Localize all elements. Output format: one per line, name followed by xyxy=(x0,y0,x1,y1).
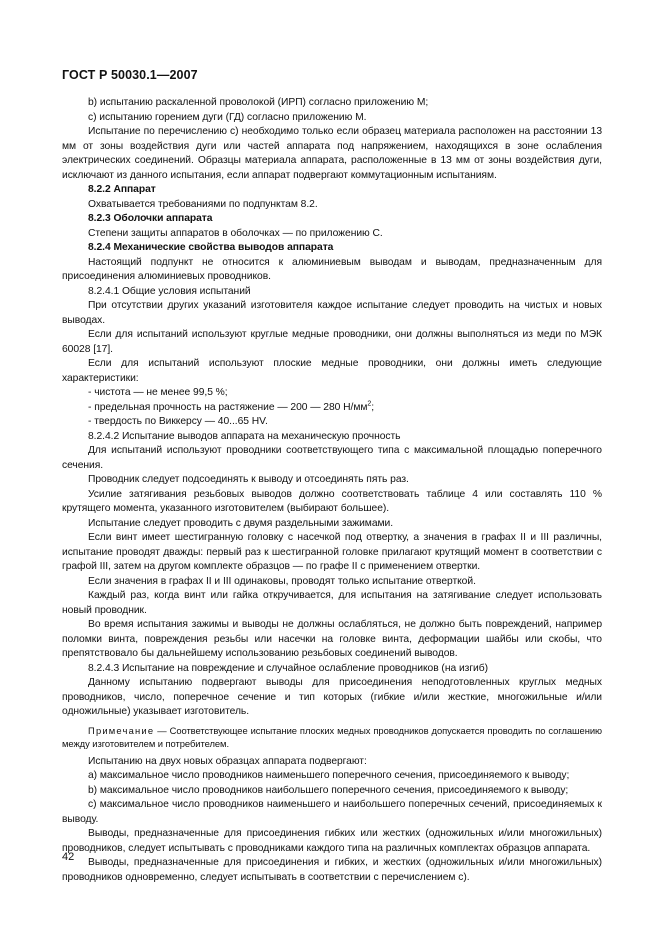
section-heading: 8.2.2 Аппарат xyxy=(88,184,156,195)
paragraph: При отсутствии других указаний изготовителя каждое испытание следует проводить на чистых и новых выводах. xyxy=(62,300,602,326)
list-item: c) испытанию горением дуги (ГД) согласно приложению М. xyxy=(88,111,367,123)
paragraph: Испытанию на двух новых образцах аппарата подвергают: xyxy=(88,755,367,767)
paragraph: Испытание по перечислению с) необходимо только если образец материала расположен на расстоянии 13 мм от зоны воздействия дуги или частей аппарата под напряжением, находящихся в зоне ослабления электрических соединений. Образцы материала аппарата, расположенные в 13 мм от зоны воздействия дуги, исключают из данного испытания, если аппарат подвергают коммутационным испытаниям. xyxy=(62,126,602,181)
list-item xyxy=(62,401,602,416)
paragraph: Степени защиты аппаратов в оболочках — по приложению С. xyxy=(88,227,383,239)
punctuation: ; xyxy=(371,401,375,413)
paragraph: Усилие затягивания резьбовых выводов должно соответствовать таблице 4 или составлять 110 % крутящего момента, указанного изготовителем (выбирают большее). xyxy=(62,488,602,514)
page-number: 42 xyxy=(62,851,75,863)
subsection-heading: 8.2.4.2 Испытание выводов аппарата на механическую прочность xyxy=(88,430,401,442)
paragraph: Данному испытанию подвергают выводы для присоединения неподготовленных круглых медных проводников, число, поперечное сечение и тип которых (гибкие и/или жесткие, многожильные и/или одножильные) указывает изготовитель. xyxy=(62,677,602,717)
section-heading: 8.2.3 Оболочки аппарата xyxy=(88,213,213,224)
paragraph: Проводник следует подсоединять к выводу и отсоединять пять раз. xyxy=(88,474,409,485)
note-label: Примечание xyxy=(88,724,155,736)
list-item: b) максимальное число проводников наибольшего поперечного сечения, присоединяемого к выводу; xyxy=(88,784,569,796)
note-text: — Соответствующее испытание плоских медных проводников допускается проводить по соглашению между изготовителем и потребителем. xyxy=(62,724,602,749)
paragraph: Испытание следует проводить с двумя раздельными зажимами. xyxy=(88,517,394,529)
paragraph: Каждый раз, когда винт или гайка откручивается, для испытания на затягивание следует использовать новый проводник. xyxy=(62,590,602,616)
list-item: a) максимальное число проводников наименьшего поперечного сечения, присоединяемого к выводу; xyxy=(88,770,570,781)
subsection-heading: 8.2.4.3 Испытание на повреждение и случайное ослабление проводников (на изгиб) xyxy=(88,662,488,674)
note xyxy=(62,724,602,750)
paragraph: Настоящий подпункт не относится к алюминиевым выводам и выводам, предназначенным для присоединения алюминиевых проводников. xyxy=(62,256,602,282)
list-item: c) максимальное число проводников наименьшего и наибольшего поперечных сечений, присоединяемых к выводу. xyxy=(62,799,602,825)
list-item: - твердость по Виккерсу — 40...65 HV. xyxy=(88,416,268,427)
paragraph: Если для испытаний используют круглые медные проводники, они должны выполняться из меди по МЭК 60028 [17]. xyxy=(62,329,602,355)
paragraph: Если для испытаний используют плоские медные проводники, они должны иметь следующие характеристики: xyxy=(62,358,602,384)
subsection-heading: 8.2.4.1 Общие условия испытаний xyxy=(88,285,251,297)
document-header: ГОСТ Р 50030.1—2007 xyxy=(62,68,198,82)
document-body xyxy=(62,96,602,885)
list-item: - чистота — не менее 99,5 %; xyxy=(88,387,228,398)
paragraph: Если значения в графах II и III одинаковы, проводят только испытание отверткой. xyxy=(88,575,476,587)
paragraph: Охватывается требованиями по подпунктам 8.2. xyxy=(88,198,318,210)
paragraph: Если винт имеет шестигранную головку с насечкой под отвертку, а значения в графах II и III различны, испытание проводят дважды: первый раз к шестигранной головке прилагают крутящий момент в соответствии с графой III, затем на другом комплекте образцов — по графе II с применением отвертки. xyxy=(62,532,602,572)
paragraph: Выводы, предназначенные для присоединения гибких или жестких (одножильных и/или многожильных) проводников, следует испытывать с проводниками каждого типа на различных комплектах образцов аппарата. xyxy=(62,828,602,854)
paragraph: Во время испытания зажимы и выводы не должны ослабляться, не должно быть повреждений, например поломки винта, повреждения резьбы или насечки на головке винта, деформации шайбы или скобы, что препятствовало бы дальнейшему использованию резьбовых соединений выводов. xyxy=(62,619,602,659)
tensile-strength-text: - предельная прочность на растяжение — 200 — 280 Н/мм xyxy=(88,401,368,413)
superscript: 2 xyxy=(367,400,372,408)
list-item: b) испытанию раскаленной проволокой (ИРП) согласно приложению М; xyxy=(88,97,429,108)
paragraph: Выводы, предназначенные для присоединения и гибких, и жестких (одножильных и/или многожильных) проводников одновременно, следует испытывать в соответствии с перечислением с). xyxy=(62,857,602,883)
section-heading: 8.2.4 Механические свойства выводов аппарата xyxy=(88,242,334,253)
paragraph: Для испытаний используют проводники соответствующего типа с максимальной площадью поперечного сечения. xyxy=(62,445,602,471)
